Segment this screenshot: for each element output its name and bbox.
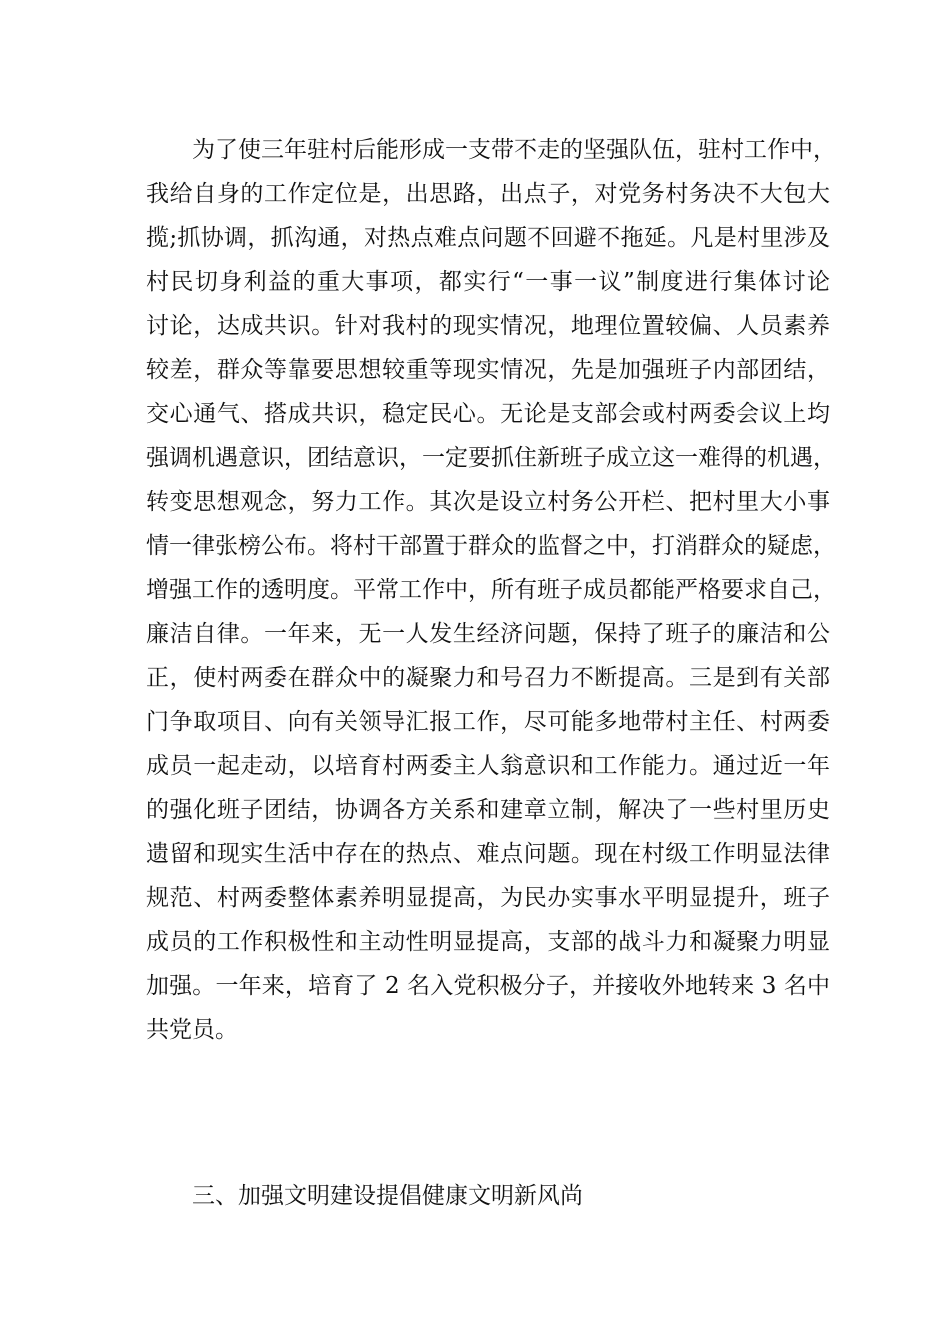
paragraph-line: 加强。一年来，培育了 2 名入党积极分子，并接收外地转来 3 名中 [146,973,830,999]
paragraph-line: 成员一起走动，以培育村两委主人翁意识和工作能力。通过近一年 [146,753,830,779]
paragraph-line: 强调机遇意识，团结意识，一定要抓住新班子成立这一难得的机遇， [146,445,836,471]
paragraph-line: 村民切身利益的重大事项，都实行“一事一议”制度进行集体讨论 [146,269,830,295]
section-heading: 三、加强文明建设提倡健康文明新风尚 [192,1183,583,1209]
paragraph-line: 正，使村两委在群众中的凝聚力和号召力不断提高。三是到有关部 [146,665,830,691]
paragraph-line: 成员的工作积极性和主动性明显提高，支部的战斗力和凝聚力明显 [146,929,830,955]
paragraph-line: 较差，群众等靠要思想较重等现实情况，先是加强班子内部团结， [146,357,830,383]
paragraph-line: 遗留和现实生活中存在的热点、难点问题。现在村级工作明显法律 [146,841,830,867]
paragraph-line: 揽;抓协调，抓沟通，对热点难点问题不回避不拖延。凡是村里涉及 [146,225,830,251]
paragraph-line: 转变思想观念，努力工作。其次是设立村务公开栏、把村里大小事 [146,489,830,515]
paragraph-line: 共党员。 [146,1017,238,1043]
paragraph-line: 廉洁自律。一年来，无一人发生经济问题，保持了班子的廉洁和公 [146,621,830,647]
paragraph-line: 交心通气、搭成共识，稳定民心。无论是支部会或村两委会议上均 [146,401,830,427]
paragraph-line: 我给自身的工作定位是，出思路，出点子，对党务村务决不大包大 [146,181,830,207]
paragraph-line: 情一律张榜公布。将村干部置于群众的监督之中，打消群众的疑虑， [146,533,836,559]
paragraph-line: 讨论，达成共识。针对我村的现实情况，地理位置较偏、人员素养 [146,313,830,339]
paragraph-line: 规范、村两委整体素养明显提高，为民办实事水平明显提升，班子 [146,885,830,911]
paragraph-line: 门争取项目、向有关领导汇报工作，尽可能多地带村主任、村两委 [146,709,830,735]
paragraph-line: 增强工作的透明度。平常工作中，所有班子成员都能严格要求自己， [146,577,836,603]
body-paragraph [146,128,836,1052]
paragraph-line: 的强化班子团结，协调各方关系和建章立制，解决了一些村里历史 [146,797,830,823]
paragraph-line: 为了使三年驻村后能形成一支带不走的坚强队伍，驻村工作中， [192,137,836,163]
